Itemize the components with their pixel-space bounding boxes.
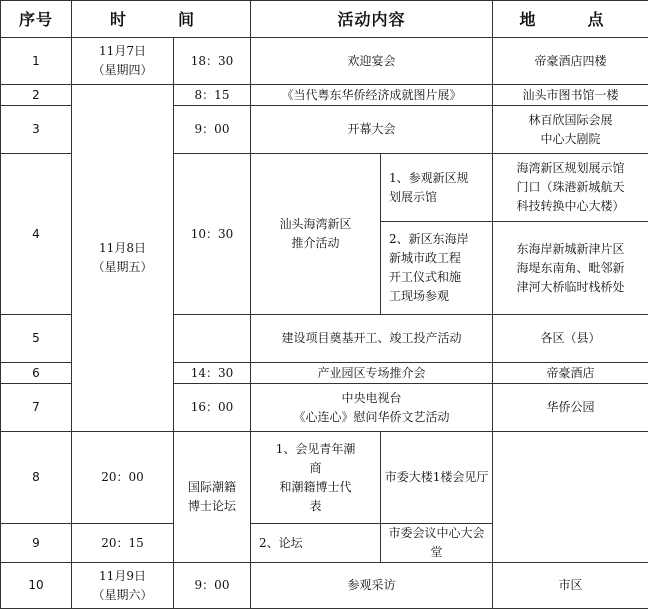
header-seq: 序号 (1, 1, 72, 38)
row-seq: 2 (1, 85, 72, 106)
row-seq: 6 (1, 363, 72, 384)
row-location: 华侨公园 (493, 384, 648, 432)
row-location: 林百欣国际会展 中心大剧院 (493, 106, 648, 154)
row-seq: 3 (1, 106, 72, 154)
row-seq: 4 (1, 154, 72, 315)
row-content: 中央电视台 《心连心》慰问华侨文艺活动 (251, 384, 493, 432)
row-date: 11月7日 （星期四） (72, 38, 174, 85)
header-content: 活动内容 (251, 1, 493, 38)
row-time-empty (174, 315, 251, 363)
row-seq: 10 (1, 563, 72, 609)
header-row (1, 1, 648, 38)
row-seq: 7 (1, 384, 72, 432)
row-content: 开幕大会 (251, 106, 493, 154)
row-date-merged: 11月8日 （星期五） (72, 85, 174, 432)
header-location: 地 点 (493, 1, 648, 38)
row-time: 10：30 (174, 154, 251, 315)
row-time: 8：15 (174, 85, 251, 106)
row-content: 《当代粤东华侨经济成就图片展》 (251, 85, 493, 106)
row-subitem: 2、新区东海岸 新城市政工程 开工仪式和施 工现场参观 (381, 222, 493, 315)
row-content: 欢迎宴会 (251, 38, 493, 85)
row-location: 帝豪酒店四楼 (493, 38, 648, 85)
row-time: 20：00 (72, 432, 174, 524)
row-group: 汕头海湾新区 推介活动 (251, 154, 381, 315)
row-group: 国际潮籍 博士论坛 (174, 432, 251, 563)
row-subitem: 2、论坛 (251, 524, 381, 563)
row-subitem: 1、参观新区规 划展示馆 (381, 154, 493, 222)
row-subitem: 1、会见青年潮 商 和潮籍博士代 表 (251, 432, 381, 524)
row-seq: 1 (1, 38, 72, 85)
row-location: 海湾新区规划展示馆 门口（珠港新城航天 科技转换中心大楼） (493, 154, 648, 222)
row-seq: 9 (1, 524, 72, 563)
row-location: 市委大楼1楼会见厅 (381, 432, 493, 524)
row-location: 各区（县） (493, 315, 648, 363)
row-seq: 5 (1, 315, 72, 363)
row-content: 产业园区专场推介会 (251, 363, 493, 384)
table-row (1, 524, 648, 563)
table-row (1, 38, 648, 85)
table-row (1, 85, 648, 106)
row-time: 16：00 (174, 384, 251, 432)
row-time: 20：15 (72, 524, 174, 563)
row-location: 汕头市图书馆一楼 (493, 85, 648, 106)
row-time: 18：30 (174, 38, 251, 85)
row-seq: 8 (1, 432, 72, 524)
header-time: 时 间 (72, 1, 251, 38)
row-location: 市区 (493, 563, 648, 609)
row-location: 市委会议中心大会堂 (381, 524, 493, 563)
row-location: 帝豪酒店 (493, 363, 648, 384)
table-row (1, 432, 648, 524)
row-location: 东海岸新城新津片区 海堤东南角、毗邻新 津河大桥临时栈桥处 (493, 222, 648, 315)
table-row (1, 563, 648, 609)
row-time: 9：00 (174, 563, 251, 609)
row-content: 参观采访 (251, 563, 493, 609)
row-time: 14：30 (174, 363, 251, 384)
row-content: 建设项目奠基开工、竣工投产活动 (251, 315, 493, 363)
row-time: 9：00 (174, 106, 251, 154)
row-date: 11月9日 （星期六） (72, 563, 174, 609)
